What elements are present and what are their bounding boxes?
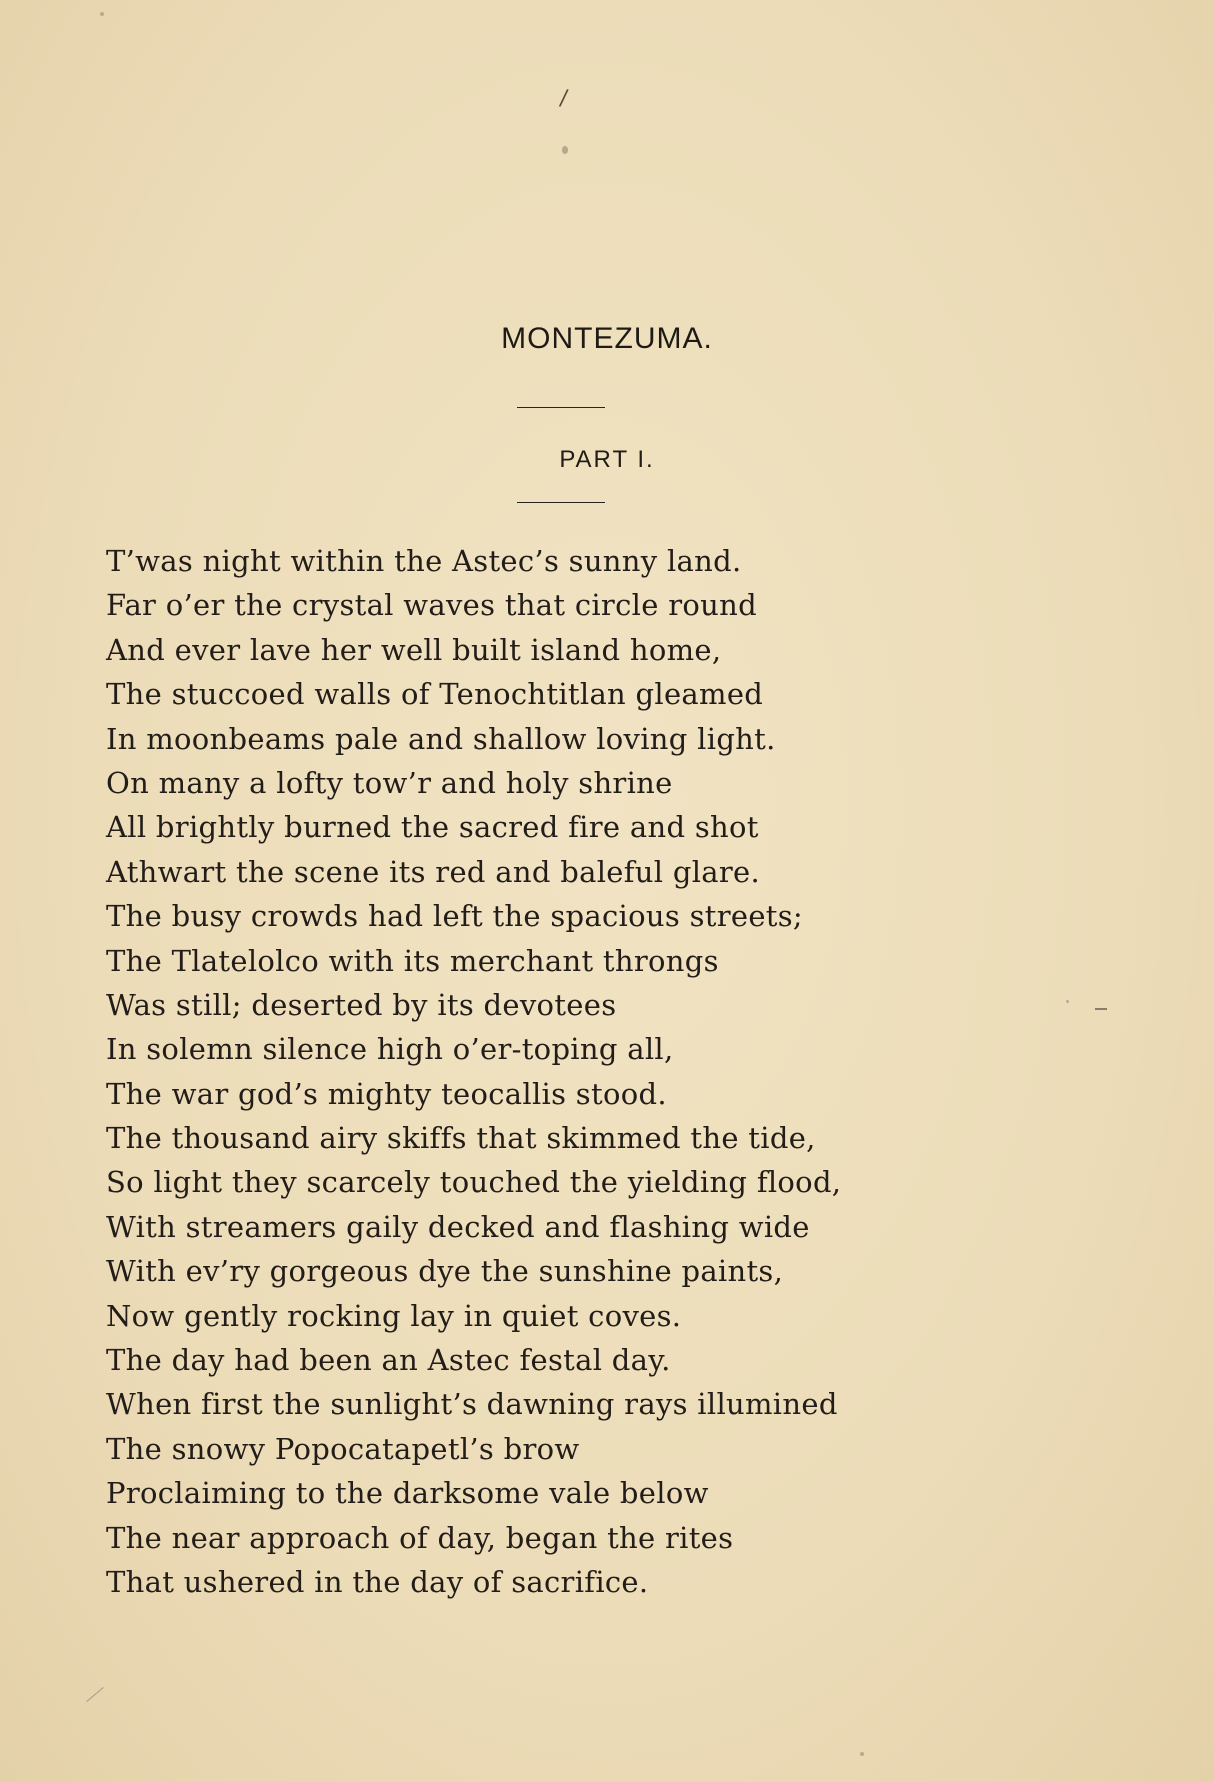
margin-stroke bbox=[86, 1687, 103, 1702]
poem-line: In moonbeams pale and shallow loving light. bbox=[106, 721, 776, 756]
poem-text bbox=[106, 539, 1186, 1604]
poem-line: And ever lave her well built island home, bbox=[106, 632, 722, 667]
poem-line: The thousand airy skiffs that skimmed the tide, bbox=[106, 1121, 816, 1156]
poem-line: The war god’s mighty teocallis stood. bbox=[106, 1076, 667, 1111]
title-rule-bottom bbox=[517, 502, 605, 503]
poem-line: Was still; deserted by its devotees bbox=[106, 987, 617, 1022]
poem-line: That ushered in the day of sacrifice. bbox=[106, 1564, 649, 1599]
poem-line: When first the sunlight’s dawning rays illumined bbox=[106, 1387, 838, 1422]
poem-line: On many a lofty tow’r and holy shrine bbox=[106, 765, 673, 800]
poem-line: With streamers gaily decked and flashing wide bbox=[106, 1209, 810, 1244]
poem-line: The snowy Popocatapetl’s brow bbox=[106, 1431, 580, 1466]
poem-line: The Tlatelolco with its merchant throngs bbox=[106, 943, 719, 978]
ink-dot bbox=[562, 146, 568, 154]
poem-line: All brightly burned the sacred fire and shot bbox=[106, 810, 759, 845]
poem-line: The near approach of day, began the rites bbox=[106, 1520, 734, 1555]
poem-line: In solemn silence high o’er-toping all, bbox=[106, 1032, 674, 1067]
poem-line: The busy crowds had left the spacious streets; bbox=[106, 899, 803, 934]
poem-line: Proclaiming to the darksome vale below bbox=[106, 1476, 709, 1511]
paper-speck bbox=[1066, 1000, 1069, 1003]
poem-line: The day had been an Astec festal day. bbox=[106, 1343, 671, 1378]
page-mark: / bbox=[558, 85, 570, 112]
title-rule-top bbox=[517, 407, 605, 408]
margin-tick bbox=[1095, 1008, 1107, 1010]
part-heading: PART I. bbox=[559, 446, 655, 473]
poem-line: With ev’ry gorgeous dye the sunshine paints, bbox=[106, 1254, 784, 1289]
poem-title: MONTEZUMA. bbox=[501, 322, 713, 355]
poem-line: T’was night within the Astec’s sunny land. bbox=[106, 544, 742, 578]
poem-line: So light they scarcely touched the yielding flood, bbox=[106, 1165, 842, 1200]
paper-speck bbox=[100, 12, 104, 16]
poem-line: Athwart the scene its red and baleful glare. bbox=[106, 854, 761, 889]
poem-line: Now gently rocking lay in quiet coves. bbox=[106, 1298, 682, 1333]
poem-line: Far o’er the crystal waves that circle round bbox=[106, 588, 757, 623]
paper-speck bbox=[860, 1752, 864, 1756]
poem-line: The stuccoed walls of Tenochtitlan gleamed bbox=[106, 677, 764, 712]
